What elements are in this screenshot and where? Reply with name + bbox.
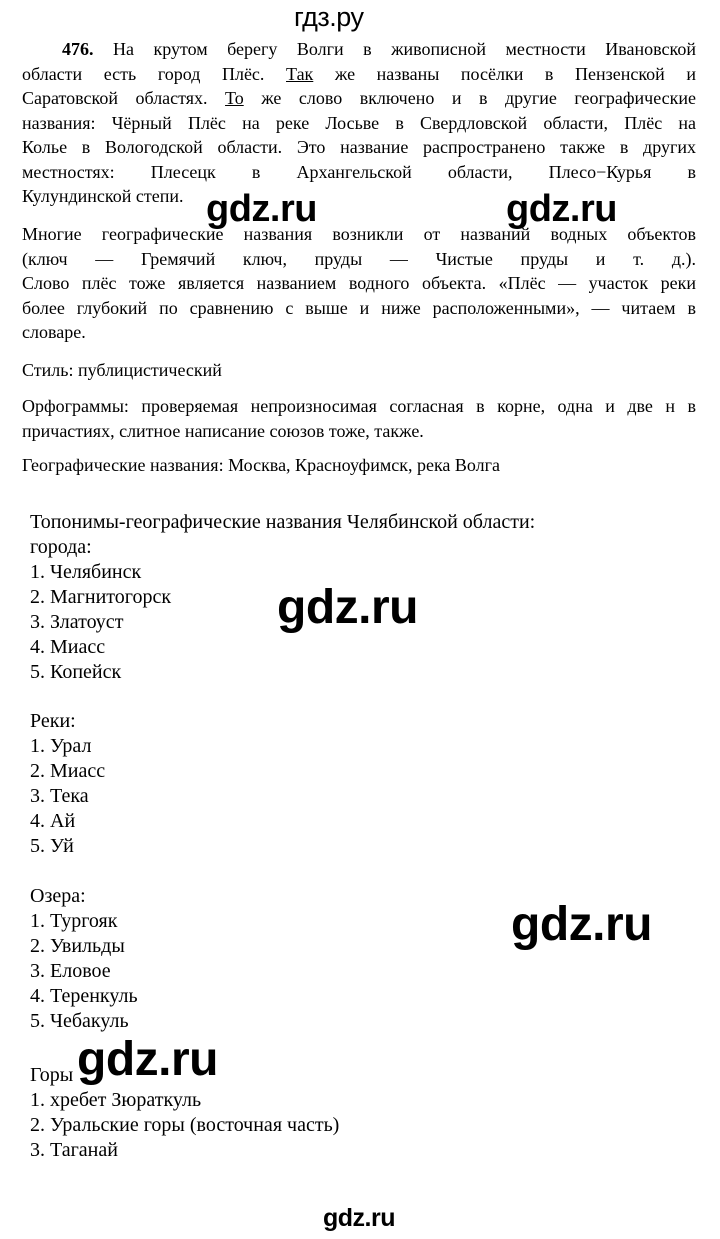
text-line: Колье в Вологодской области. Это название распространено также в других [22, 137, 696, 157]
orthograms-paragraph [22, 394, 696, 443]
watermark: gdz.ru [511, 898, 652, 951]
list-item: 3. Златоуст [30, 611, 124, 633]
list-item: 1. Урал [30, 735, 92, 757]
list-item: 2. Уральские горы (восточная часть) [30, 1114, 340, 1136]
list-item: 3. Таганай [30, 1139, 118, 1161]
underlined-word: То [225, 88, 244, 108]
text-line: Кулундинской степи. [22, 186, 184, 206]
underlined-word: Так [286, 63, 314, 84]
watermark: gdz.ru [277, 581, 418, 634]
list-heading: Озера: [30, 885, 86, 907]
list-item: 4. Ай [30, 810, 76, 832]
style-line [22, 358, 696, 383]
text-line: причастиях, слитное написание союзов тоже, также. [22, 420, 424, 441]
list-item: 1. хребет Зюраткуль [30, 1089, 202, 1111]
text-line: местностях: Плесецк в Архангельской области, Плесо−Курья в [22, 161, 696, 182]
text-line: Географические названия: Москва, Красноуфимск, река Волга [22, 455, 501, 475]
list-item: 5. Чебакуль [30, 1010, 129, 1032]
list-item: 2. Миасс [30, 760, 106, 782]
watermark-footer: gdz.ru [323, 1204, 395, 1232]
list-heading: города: [30, 536, 92, 558]
text-line [22, 86, 696, 111]
text-line: (ключ — Гремячий ключ, пруды — Чистые пруды и т. д.). [22, 248, 696, 269]
list-item: 2. Магнитогорск [30, 586, 172, 608]
list-item: 5. Копейск [30, 661, 122, 683]
list-item: 4. Теренкуль [30, 985, 138, 1007]
text-line: Многие географические названия возникли от названий водных объектов [22, 224, 696, 244]
text-line [22, 37, 696, 62]
toponyms-intro: Топонимы-географические названия Челябинской области: [30, 511, 536, 533]
list-heading: Горы [30, 1064, 74, 1086]
text-segment: На крутом берегу Волги в живописной местности Ивановской [112, 39, 697, 59]
text-segment: же слово включено и в другие географические [261, 88, 696, 108]
watermark: gdz.ru [506, 188, 617, 230]
list-heading: Реки: [30, 710, 76, 732]
exercise-paragraph-1 [22, 37, 696, 209]
watermark: gdz.ru [206, 188, 317, 230]
list-item: 3. Еловое [30, 960, 111, 982]
watermark: gdz.ru [77, 1033, 218, 1086]
list-item: 4. Миасс [30, 636, 106, 658]
watermark-header: гдз.ру [294, 2, 364, 32]
text-line: Стиль: публицистический [22, 360, 222, 380]
geo-names-line [22, 453, 696, 478]
text-segment: же названы посёлки в Пензенской и [334, 63, 696, 84]
list-item: 1. Тургояк [30, 910, 118, 932]
text-segment: области есть город Плёс. [22, 63, 265, 84]
exercise-number: 476. [62, 39, 94, 59]
rivers-list [30, 709, 105, 859]
text-line: Орфограммы: проверяемая непроизносимая согласная в корне, одна и две н в [22, 396, 696, 416]
text-line: более глубокий по сравнению с выше и ниже расположенными», — читаем в [22, 297, 696, 318]
text-line: словаре. [22, 322, 86, 342]
list-item: 2. Увильды [30, 935, 125, 957]
text-line: названия: Чёрный Плёс на реке Лосьве в Свердловской области, Плёс на [22, 112, 696, 133]
list-item: 3. Тека [30, 785, 89, 807]
text-segment: Саратовской областях. [22, 88, 208, 108]
text-line [22, 62, 696, 87]
exercise-paragraph-2 [22, 222, 696, 345]
list-item: 5. Уй [30, 835, 74, 857]
list-item: 1. Челябинск [30, 561, 142, 583]
text-line: Слово плёс тоже является названием водного объекта. «Плёс — участок реки [22, 273, 696, 293]
lakes-list [30, 884, 138, 1034]
